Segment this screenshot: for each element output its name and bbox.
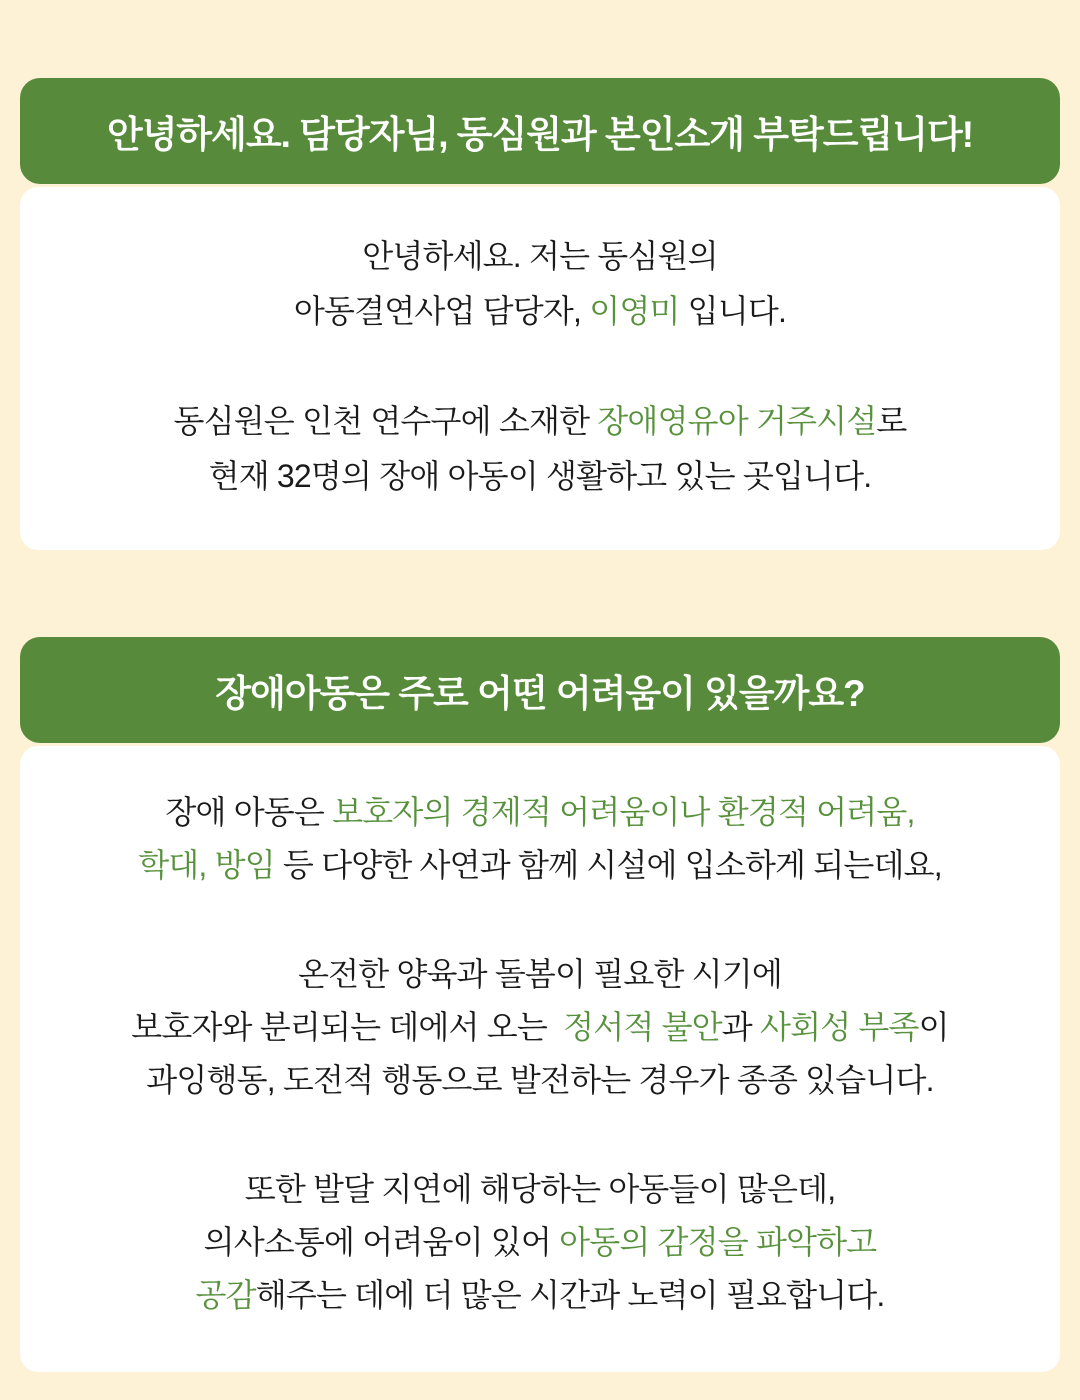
plain-text: 보호자와 분리되는 데에서 오는 <box>131 1009 564 1045</box>
highlighted-text: 학대, 방임 <box>138 847 275 883</box>
plain-text: 안녕하세요. 저는 동심원의 <box>362 238 718 274</box>
plain-text: 온전한 양육과 돌봄이 필요한 시기에 <box>297 956 783 992</box>
plain-text: 현재 32명의 장애 아동이 생활하고 있는 곳입니다. <box>208 458 872 494</box>
section-difficulties-header-banner <box>20 637 1060 743</box>
plain-text: 과잉행동, 도전적 행동으로 발전하는 경우가 종종 있습니다. <box>146 1062 934 1098</box>
highlighted-text: 사회성 부족 <box>760 1009 919 1045</box>
plain-text: 또한 발달 지연에 해당하는 아동들이 많은데, <box>244 1171 836 1207</box>
plain-text: 동심원은 인천 연수구에 소재한 <box>173 403 598 439</box>
text-line <box>50 229 1030 284</box>
section-intro <box>0 78 1080 550</box>
plain-text: 장애 아동은 <box>165 794 333 830</box>
plain-text: 입니다. <box>679 293 787 329</box>
text-line <box>50 1001 1030 1054</box>
plain-text: 로 <box>876 403 907 439</box>
text-line <box>50 839 1030 892</box>
text-line <box>50 394 1030 449</box>
text-line <box>50 1054 1030 1107</box>
text-line <box>50 786 1030 839</box>
text-line <box>50 948 1030 1001</box>
plain-text: 해주는 데에 더 많은 시간과 노력이 필요합니다. <box>255 1277 885 1313</box>
section-difficulties <box>0 637 1080 1372</box>
highlighted-text: 이영미 <box>589 293 680 329</box>
paragraph <box>50 394 1030 504</box>
text-line <box>50 1163 1030 1216</box>
plain-text: 과 <box>721 1009 760 1045</box>
highlighted-text: 보호자의 경제적 어려움이나 환경적 어려움, <box>332 794 915 830</box>
paragraph <box>50 229 1030 339</box>
text-line <box>50 1269 1030 1322</box>
plain-text: 등 다양한 사연과 함께 시설에 입소하게 되는데요, <box>274 847 942 883</box>
plain-text: 아동결연사업 담당자, <box>293 293 590 329</box>
text-line <box>50 449 1030 504</box>
plain-text: 이 <box>918 1009 949 1045</box>
section-intro-header-banner <box>20 78 1060 184</box>
text-line <box>50 1216 1030 1269</box>
section-difficulties-card <box>20 746 1060 1372</box>
paragraph <box>50 786 1030 892</box>
plain-text: 의사소통에 어려움이 있어 <box>203 1224 560 1260</box>
highlighted-text: 공감 <box>195 1277 256 1313</box>
section-intro-card <box>20 187 1060 550</box>
highlighted-text: 장애영유아 거주시설 <box>597 403 877 439</box>
highlighted-text: 아동의 감정을 파악하고 <box>559 1224 877 1260</box>
paragraph <box>50 1163 1030 1322</box>
section-intro-title: 안녕하세요. 담당자님, 동심원과 본인소개 부탁드립니다! <box>106 114 974 155</box>
text-line <box>50 284 1030 339</box>
highlighted-text: 정서적 불안 <box>563 1009 722 1045</box>
paragraph <box>50 948 1030 1107</box>
section-difficulties-title: 장애아동은 주로 어떤 어려움이 있을까요? <box>215 673 865 714</box>
